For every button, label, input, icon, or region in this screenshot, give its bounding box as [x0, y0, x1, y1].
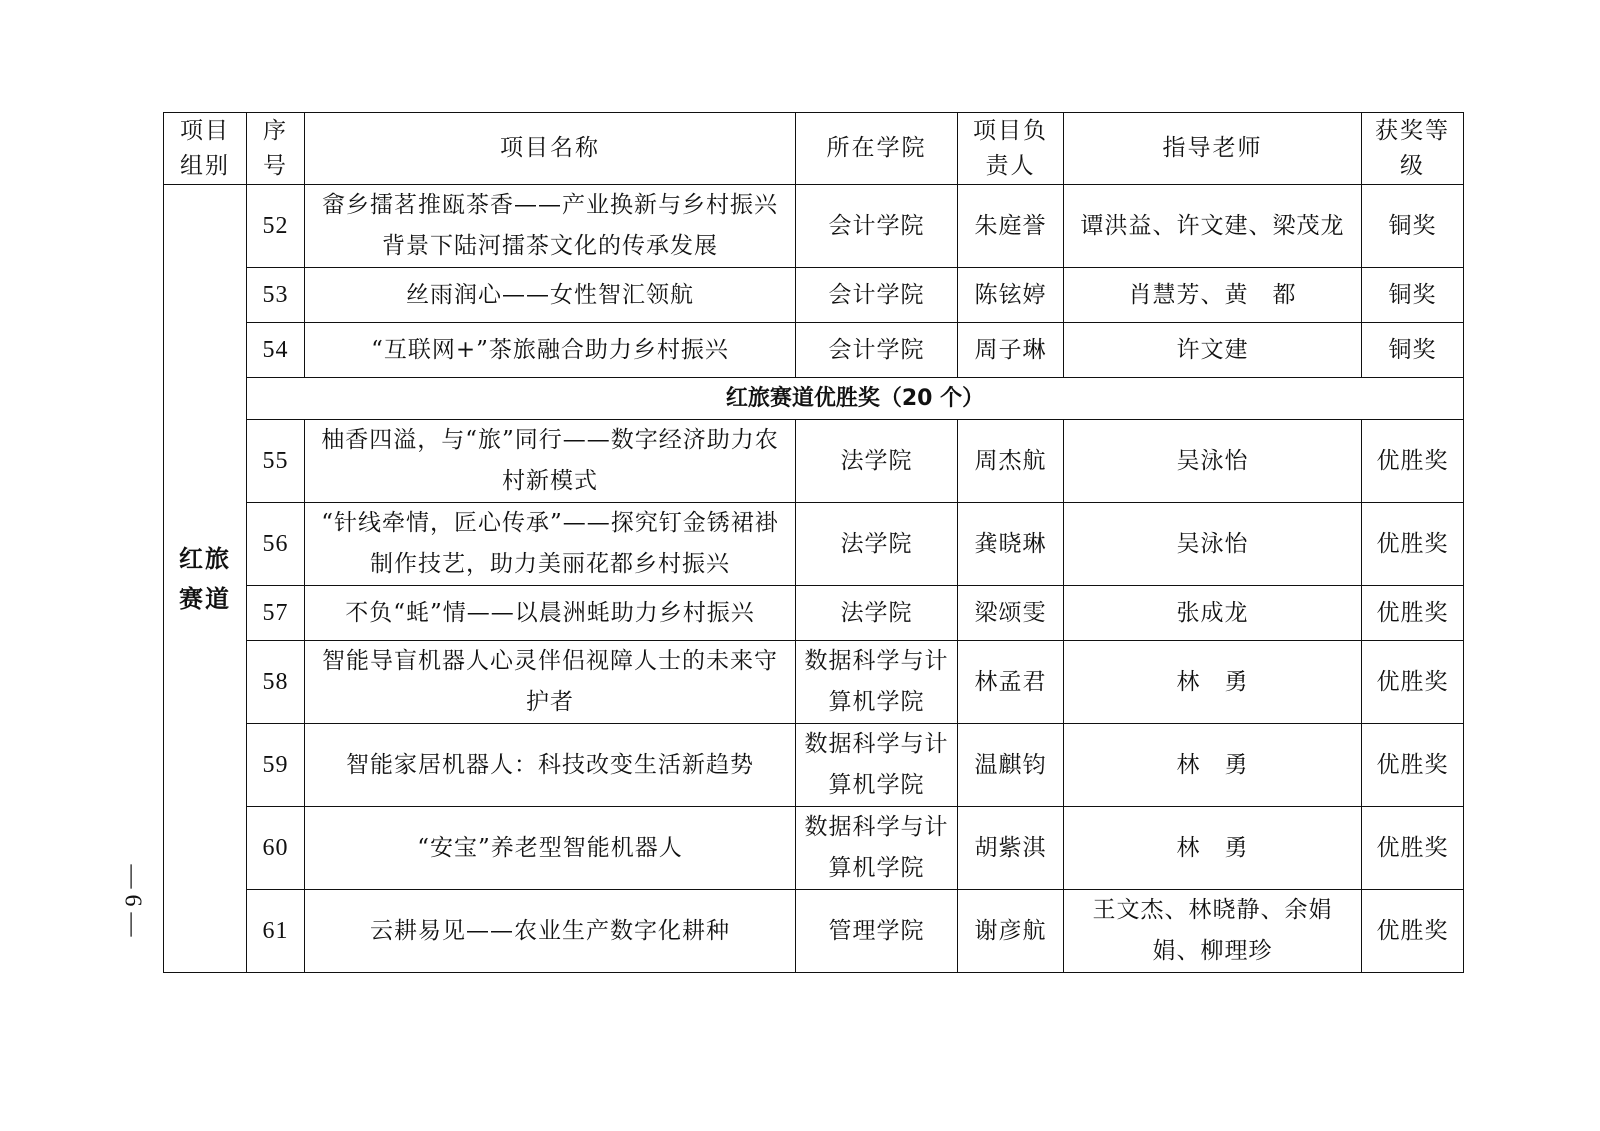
- section-title: 红旅赛道优胜奖（20 个）: [247, 378, 1464, 420]
- header-college: 所在学院: [796, 113, 958, 185]
- row-college: 数据科学与计算机学院: [796, 807, 958, 890]
- group-label: 红旅赛道: [164, 185, 247, 973]
- row-seq: 54: [247, 323, 305, 378]
- row-project-name: 不负“蚝”情——以晨洲蚝助力乡村振兴: [305, 586, 796, 641]
- row-leader: 林孟君: [958, 641, 1064, 724]
- row-teacher: 张成龙: [1064, 586, 1362, 641]
- page-number-text: — 6 —: [119, 864, 146, 936]
- table-row: [164, 586, 1464, 641]
- row-teacher: 吴泳怡: [1064, 420, 1362, 503]
- row-leader: 陈铉婷: [958, 268, 1064, 323]
- row-project-name: 柚香四溢，与“旅”同行——数字经济助力农村新模式: [305, 420, 796, 503]
- page-number: [112, 865, 152, 935]
- row-college: 会计学院: [796, 185, 958, 268]
- row-leader: 龚晓琳: [958, 503, 1064, 586]
- row-leader: 朱庭誉: [958, 185, 1064, 268]
- row-teacher: 王文杰、林晓静、余娟娟、柳理珍: [1064, 890, 1362, 973]
- row-teacher: 林 勇: [1064, 807, 1362, 890]
- row-award: 优胜奖: [1362, 890, 1464, 973]
- row-award: 优胜奖: [1362, 724, 1464, 807]
- row-teacher: 吴泳怡: [1064, 503, 1362, 586]
- row-teacher: 许文建: [1064, 323, 1362, 378]
- row-college: 法学院: [796, 586, 958, 641]
- row-teacher: 肖慧芳、黄 都: [1064, 268, 1362, 323]
- header-teacher: 指导老师: [1064, 113, 1362, 185]
- row-seq: 58: [247, 641, 305, 724]
- header-name: 项目名称: [305, 113, 796, 185]
- row-leader: 周子琳: [958, 323, 1064, 378]
- header-leader: 项目负责人: [958, 113, 1064, 185]
- row-project-name: 智能家居机器人：科技改变生活新趋势: [305, 724, 796, 807]
- row-leader: 谢彦航: [958, 890, 1064, 973]
- row-college: 会计学院: [796, 323, 958, 378]
- row-teacher: 谭洪益、许文建、梁茂龙: [1064, 185, 1362, 268]
- table-row: [164, 268, 1464, 323]
- row-college: 法学院: [796, 420, 958, 503]
- table-row: [164, 323, 1464, 378]
- row-award: 铜奖: [1362, 185, 1464, 268]
- row-seq: 60: [247, 807, 305, 890]
- row-award: 优胜奖: [1362, 420, 1464, 503]
- row-college: 法学院: [796, 503, 958, 586]
- header-row: [164, 113, 1464, 185]
- row-project-name: 丝雨润心——女性智汇领航: [305, 268, 796, 323]
- row-seq: 55: [247, 420, 305, 503]
- row-project-name: 云耕易见——农业生产数字化耕种: [305, 890, 796, 973]
- row-seq: 52: [247, 185, 305, 268]
- row-award: 铜奖: [1362, 323, 1464, 378]
- table-row: [164, 641, 1464, 724]
- row-teacher: 林 勇: [1064, 724, 1362, 807]
- row-leader: 胡紫淇: [958, 807, 1064, 890]
- row-award: 优胜奖: [1362, 641, 1464, 724]
- table-row: [164, 503, 1464, 586]
- row-leader: 温麒钧: [958, 724, 1064, 807]
- row-college: 数据科学与计算机学院: [796, 641, 958, 724]
- row-seq: 53: [247, 268, 305, 323]
- row-seq: 61: [247, 890, 305, 973]
- table-row: [164, 807, 1464, 890]
- section-row: [164, 378, 1464, 420]
- row-project-name: 畲乡擂茗推瓯茶香——产业换新与乡村振兴背景下陆河擂茶文化的传承发展: [305, 185, 796, 268]
- table-row: [164, 185, 1464, 268]
- table-row: [164, 420, 1464, 503]
- row-leader: 梁颂雯: [958, 586, 1064, 641]
- row-project-name: “互联网+”茶旅融合助力乡村振兴: [305, 323, 796, 378]
- row-college: 数据科学与计算机学院: [796, 724, 958, 807]
- header-award: 获奖等级: [1362, 113, 1464, 185]
- row-seq: 57: [247, 586, 305, 641]
- row-college: 管理学院: [796, 890, 958, 973]
- row-award: 铜奖: [1362, 268, 1464, 323]
- row-seq: 56: [247, 503, 305, 586]
- row-award: 优胜奖: [1362, 807, 1464, 890]
- row-award: 优胜奖: [1362, 503, 1464, 586]
- row-teacher: 林 勇: [1064, 641, 1362, 724]
- row-project-name: “针线牵情，匠心传承”——探究钉金锈裙褂制作技艺，助力美丽花都乡村振兴: [305, 503, 796, 586]
- row-project-name: 智能导盲机器人心灵伴侣视障人士的未来守护者: [305, 641, 796, 724]
- awards-table: [163, 112, 1464, 973]
- header-seq: 序号: [247, 113, 305, 185]
- row-project-name: “安宝”养老型智能机器人: [305, 807, 796, 890]
- row-college: 会计学院: [796, 268, 958, 323]
- header-group: 项目组别: [164, 113, 247, 185]
- row-award: 优胜奖: [1362, 586, 1464, 641]
- table-row: [164, 724, 1464, 807]
- row-seq: 59: [247, 724, 305, 807]
- row-leader: 周杰航: [958, 420, 1064, 503]
- table-row: [164, 890, 1464, 973]
